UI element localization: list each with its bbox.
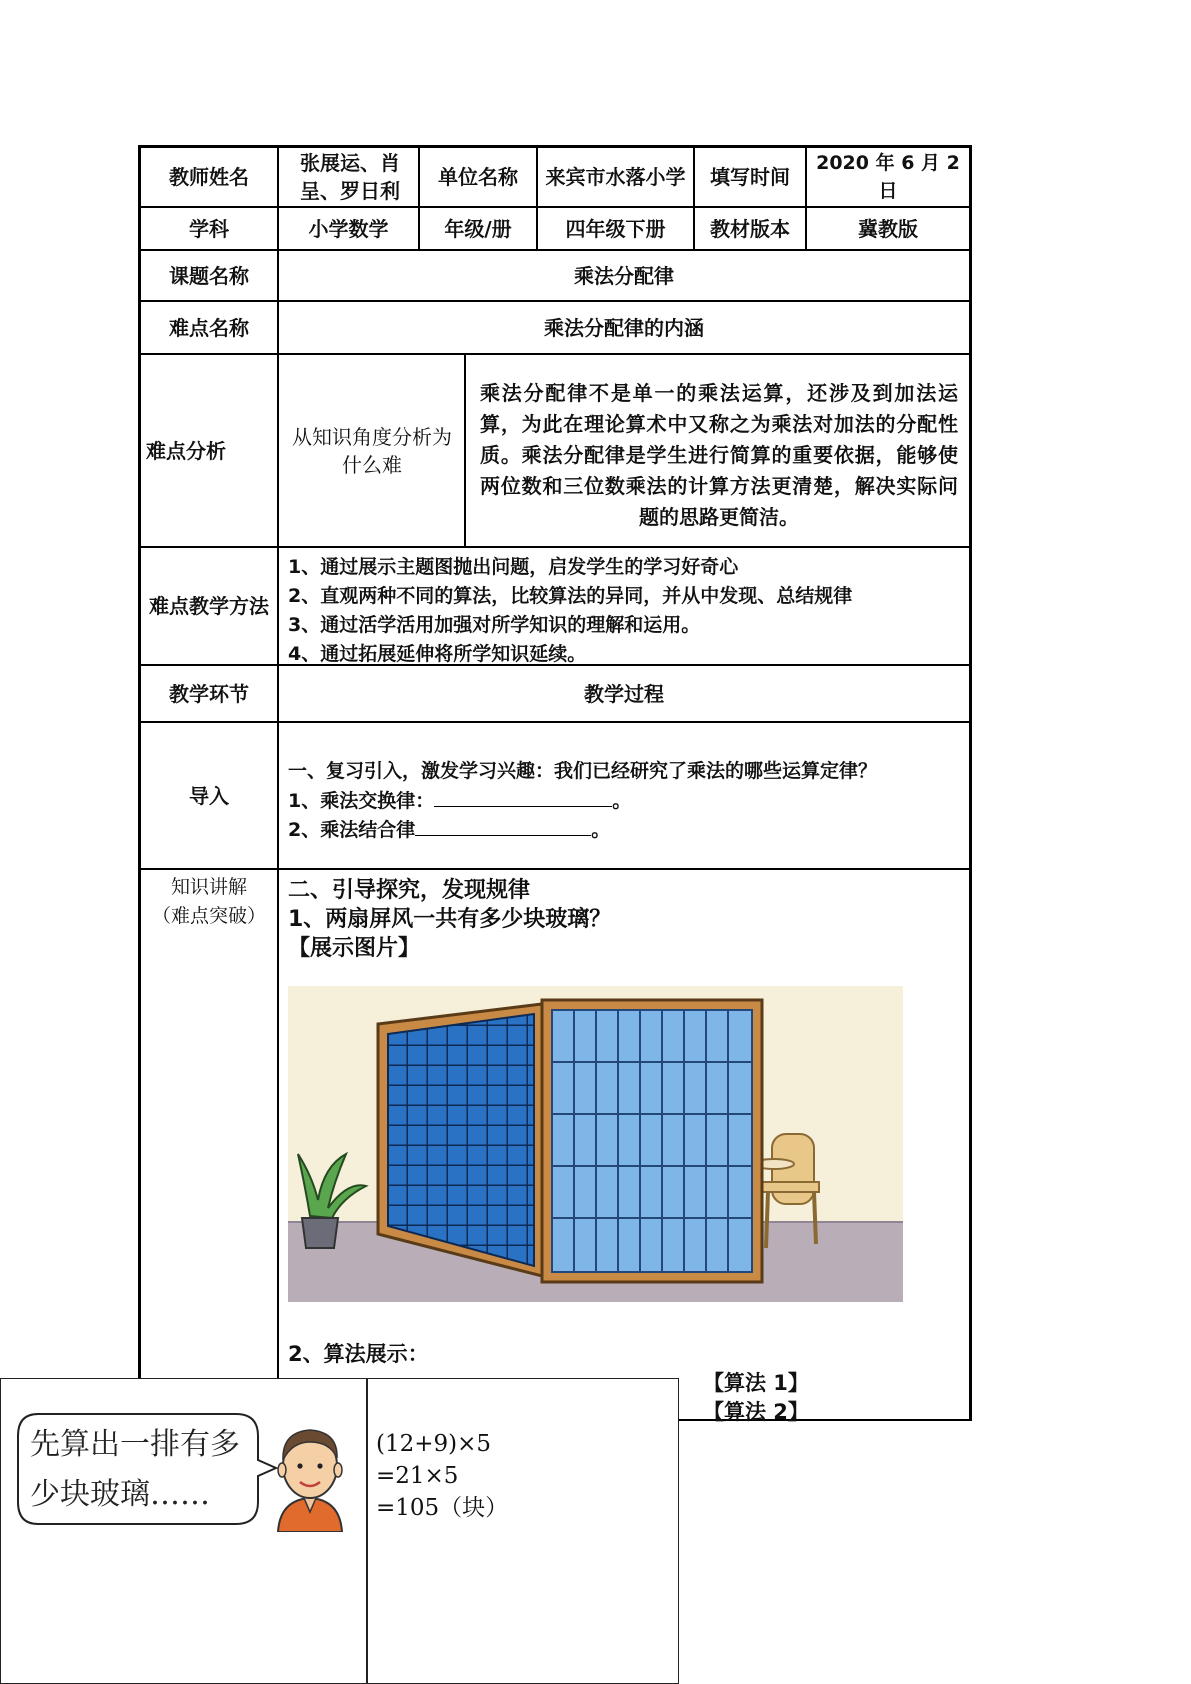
knowledge-heading: 二、引导探究，发现规律 bbox=[288, 878, 531, 903]
unit-label: 单位名称 bbox=[438, 165, 518, 189]
edition-value: 冀教版 bbox=[858, 216, 918, 241]
intro-line-3: 2、乘法结合律 。 bbox=[288, 815, 610, 842]
method-item-2: 2、直观两种不同的算法，比较算法的异同，并从中发现、总结规律 bbox=[288, 585, 853, 607]
analysis-text: 乘法分配律不是单一的乘法运算，还涉及到加法运算，为此在理论算术中又称之为乘法对加法的分配性质。乘法分配律是学生进行简算的重要依据，能够使两位数和三位数乘法的计算方法更清楚，解决实际问题的思路更简洁。 bbox=[480, 381, 958, 529]
knowledge-label: 知识讲解 （难点突破） bbox=[151, 876, 266, 927]
algo-2-label: 【算法 2】 bbox=[703, 1400, 809, 1424]
algo-heading: 2、算法展示： bbox=[288, 1342, 429, 1366]
left-screen bbox=[378, 1004, 542, 1276]
algo-1-label: 【算法 1】 bbox=[703, 1371, 809, 1395]
calculation bbox=[376, 1428, 508, 1524]
calc-line-2: =21×5 bbox=[376, 1463, 459, 1489]
topic-value: 乘法分配律 bbox=[574, 263, 674, 288]
analysis-perspective: 从知识角度分析为什么难 bbox=[292, 424, 452, 477]
topic-label: 课题名称 bbox=[169, 263, 249, 288]
grade-value: 四年级下册 bbox=[565, 216, 666, 241]
edition-label: 教材版本 bbox=[710, 216, 790, 241]
process-label: 教学环节 bbox=[169, 681, 249, 706]
calc-line-3: =105（块） bbox=[376, 1495, 509, 1521]
difficulty-value: 乘法分配律的内涵 bbox=[544, 315, 704, 340]
process-value: 教学过程 bbox=[584, 681, 664, 706]
analysis-label: 难点分析 bbox=[146, 438, 226, 463]
unit-name: 来宾市水落小学 bbox=[545, 165, 686, 189]
subject-label: 学科 bbox=[189, 216, 229, 241]
speech-text: 先算出一排有多少块玻璃…… bbox=[30, 1427, 240, 1512]
method-item-3: 3、通过活学活用加强对所学知识的理解和运用。 bbox=[288, 614, 701, 636]
show-picture-label: 【展示图片】 bbox=[288, 936, 421, 961]
teacher-label: 教师姓名 bbox=[169, 165, 249, 189]
boy-avatar bbox=[270, 1420, 350, 1532]
subject-value: 小学数学 bbox=[308, 216, 389, 241]
method-item-1: 1、通过展示主题图抛出问题，启发学生的学习好奇心 bbox=[288, 556, 739, 578]
method-item-4: 4、通过拓展延伸将所学知识延续。 bbox=[288, 643, 587, 665]
intro-line-2: 1、乘法交换律： 。 bbox=[288, 786, 631, 813]
teacher-names: 张展运、肖呈、罗日利 bbox=[300, 151, 400, 203]
fill-time-label: 填写时间 bbox=[710, 165, 790, 189]
intro-line-1: 一、复习引入，激发学习兴趣：我们已经研究了乘法的哪些运算定律？ bbox=[288, 760, 878, 782]
calc-line-1: (12+9)×5 bbox=[376, 1431, 492, 1457]
knowledge-question: 1、两扇屏风一共有多少块玻璃？ bbox=[288, 907, 612, 932]
screens-illustration bbox=[288, 986, 903, 1302]
difficulty-label: 难点名称 bbox=[169, 315, 249, 340]
right-screen bbox=[542, 1000, 762, 1282]
fill-time-value: 2020 年 6 月 2 日 bbox=[816, 152, 960, 202]
methods-label: 难点教学方法 bbox=[149, 594, 269, 618]
intro-label: 导入 bbox=[189, 783, 229, 808]
grade-label: 年级/册 bbox=[444, 216, 512, 241]
